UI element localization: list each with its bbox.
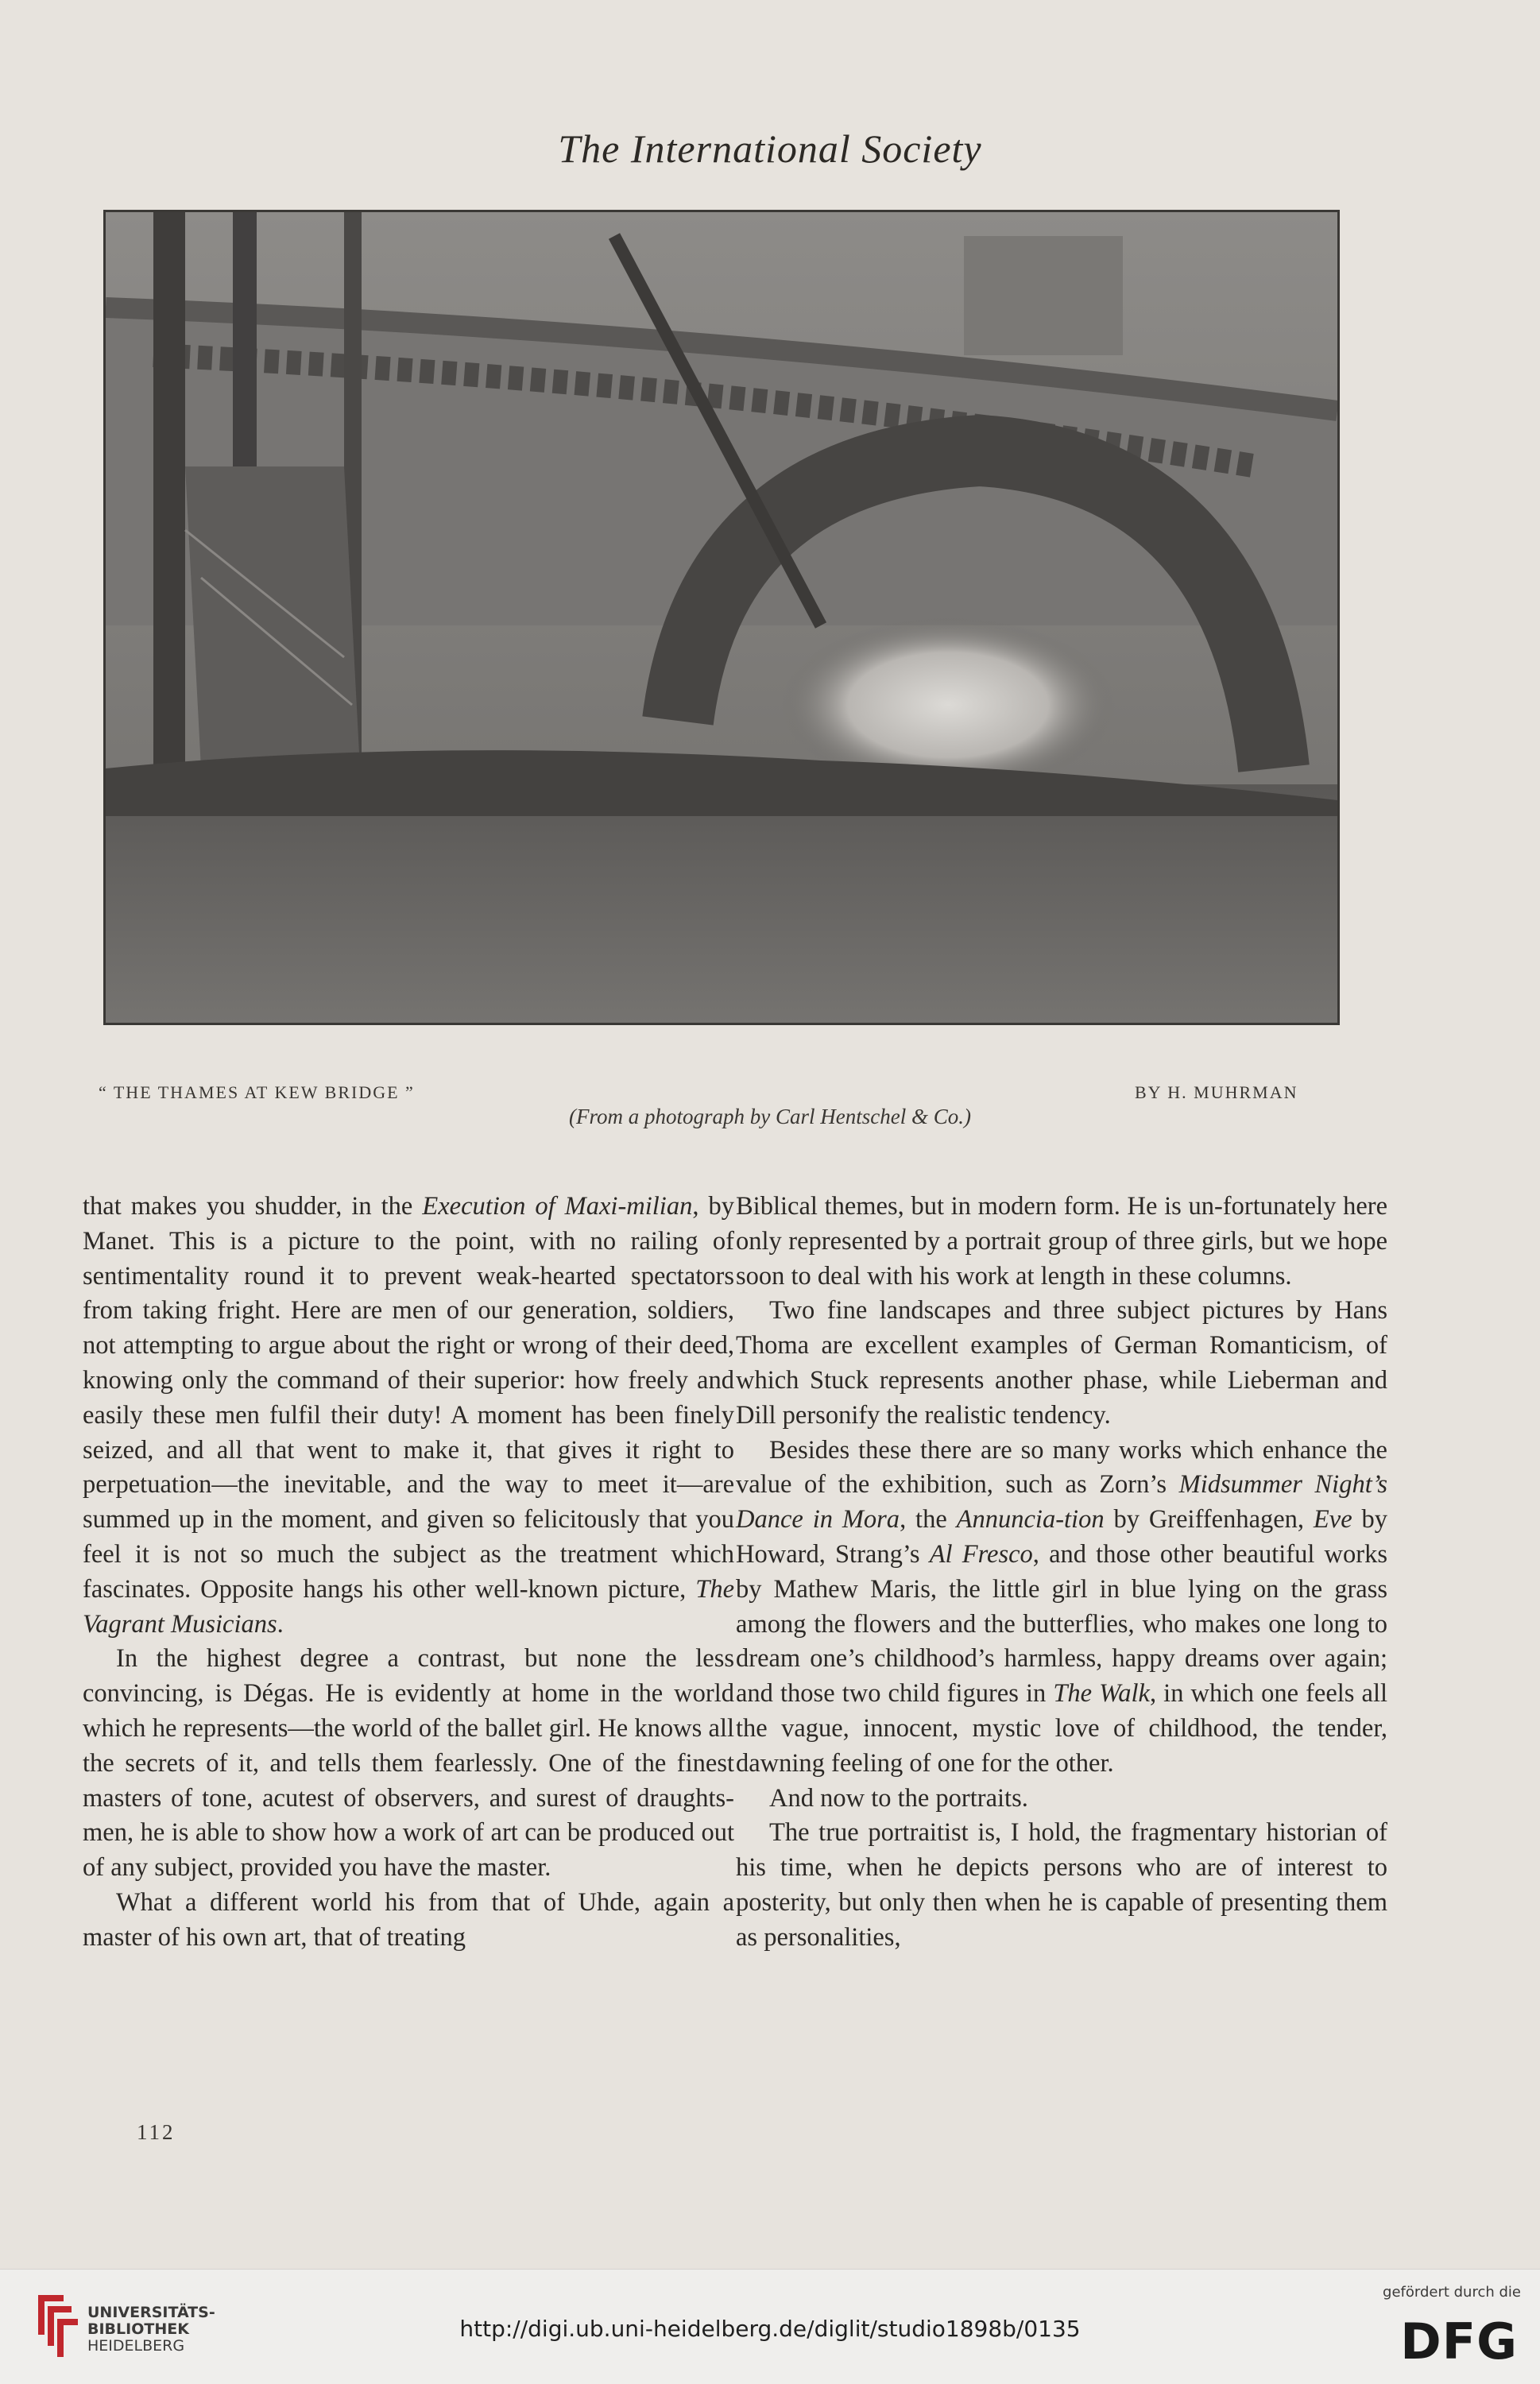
plate-illustration[interactable] bbox=[103, 210, 1340, 1025]
left-paragraph: What a different world his from that of Uhde, again a master of his own art, that of treating bbox=[83, 1887, 734, 1952]
text-column-right bbox=[736, 1190, 1387, 1956]
page-number: 112 bbox=[137, 2120, 176, 2144]
left-paragraph: In the highest degree a contrast, but none the less convincing, is Dégas. He is evidently at home in the world which he represents—the world of the ballet girl. He knows all the secrets of it, and tells them fearlessly. One of the finest masters of tone, acutest of observers, and surest of draughts-men, he is able to show how a work of art can be produced out of any subject, provided you have the master. bbox=[83, 1644, 734, 1883]
left-paragraph: that makes you shudder, in the Execution of Maxi-milian, by Manet. This is a picture to the point, with no railing of sentimentality round it to prevent weak-hearted spectators from taking fright. Here are men of our generation, soldiers, not attempting to argue about the right or wrong of their deed, knowing only the command of their superior: how freely and easily these men fulfil their duty! A moment has been finely seized, and all that went to make it, that gives it right to perpetuation—the inevitable, and the way to meet it—are summed up in the moment, and given so felicitously that you feel it is not so much the subject as the treatment which fascinates. Opposite hangs his other well-known picture, The Vagrant Musicians. bbox=[83, 1192, 734, 1639]
dfg-logo: DFG bbox=[1400, 2312, 1518, 2370]
library-name-line3: HEIDELBERG bbox=[87, 2337, 185, 2355]
running-head: The International Society bbox=[558, 126, 982, 171]
library-name-line1: UNIVERSITÄTS- bbox=[87, 2304, 215, 2321]
plate-title-caption: “ THE THAMES AT KEW BRIDGE ” bbox=[99, 1082, 415, 1102]
funder-label: gefördert durch die bbox=[1383, 2284, 1521, 2301]
right-paragraph: The true portraitist is, I hold, the fragmentary historian of his time, when he depicts persons who are of interest to posterity, but only then when he is capable of presenting them as personalities, bbox=[736, 1818, 1387, 1952]
viewer-footer bbox=[0, 2269, 1540, 2384]
text-column-left bbox=[83, 1190, 734, 1956]
right-paragraph: And now to the portraits. bbox=[769, 1783, 1028, 1813]
library-name-line2: BIBLIOTHEK bbox=[87, 2320, 189, 2338]
plate-artist-caption: BY H. MUHRMAN bbox=[1135, 1082, 1298, 1102]
permalink-url[interactable]: http://digi.ub.uni-heidelberg.de/diglit/studio1898b/0135 bbox=[459, 2316, 1081, 2342]
plate-credit: (From a photograph by Carl Hentschel & Co.) bbox=[569, 1105, 971, 1128]
right-paragraph: Besides these there are so many works which enhance the value of the exhibition, such as Zorn’s Midsummer Night’s Dance in Mora, the Annuncia-tion by Greiffenhagen, Eve by Howard, Strang’s Al Fresco, and those other beautiful works by Mathew Maris, the little girl in blue lying on the grass among the flowers and the butterflies, who makes one long to dream one’s childhood’s harmless, happy dreams over again; and those two child figures in The Walk, in which one feels all the vague, innocent, mystic love of childhood, the tender, dawning feeling of one for the other. bbox=[736, 1435, 1388, 1778]
right-paragraph: Biblical themes, but in modern form. He is un-fortunately here only represented by a portrait group of three girls, but we hope soon to deal with his work at length in these columns. bbox=[736, 1192, 1387, 1291]
thames-kew-bridge-painting bbox=[106, 212, 1337, 1023]
right-paragraph: Two fine landscapes and three subject pictures by Hans Thoma are excellent examples of German Romanticism, of which Stuck represents another phase, while Lieberman and Dill personify the realistic tendency. bbox=[736, 1296, 1387, 1430]
